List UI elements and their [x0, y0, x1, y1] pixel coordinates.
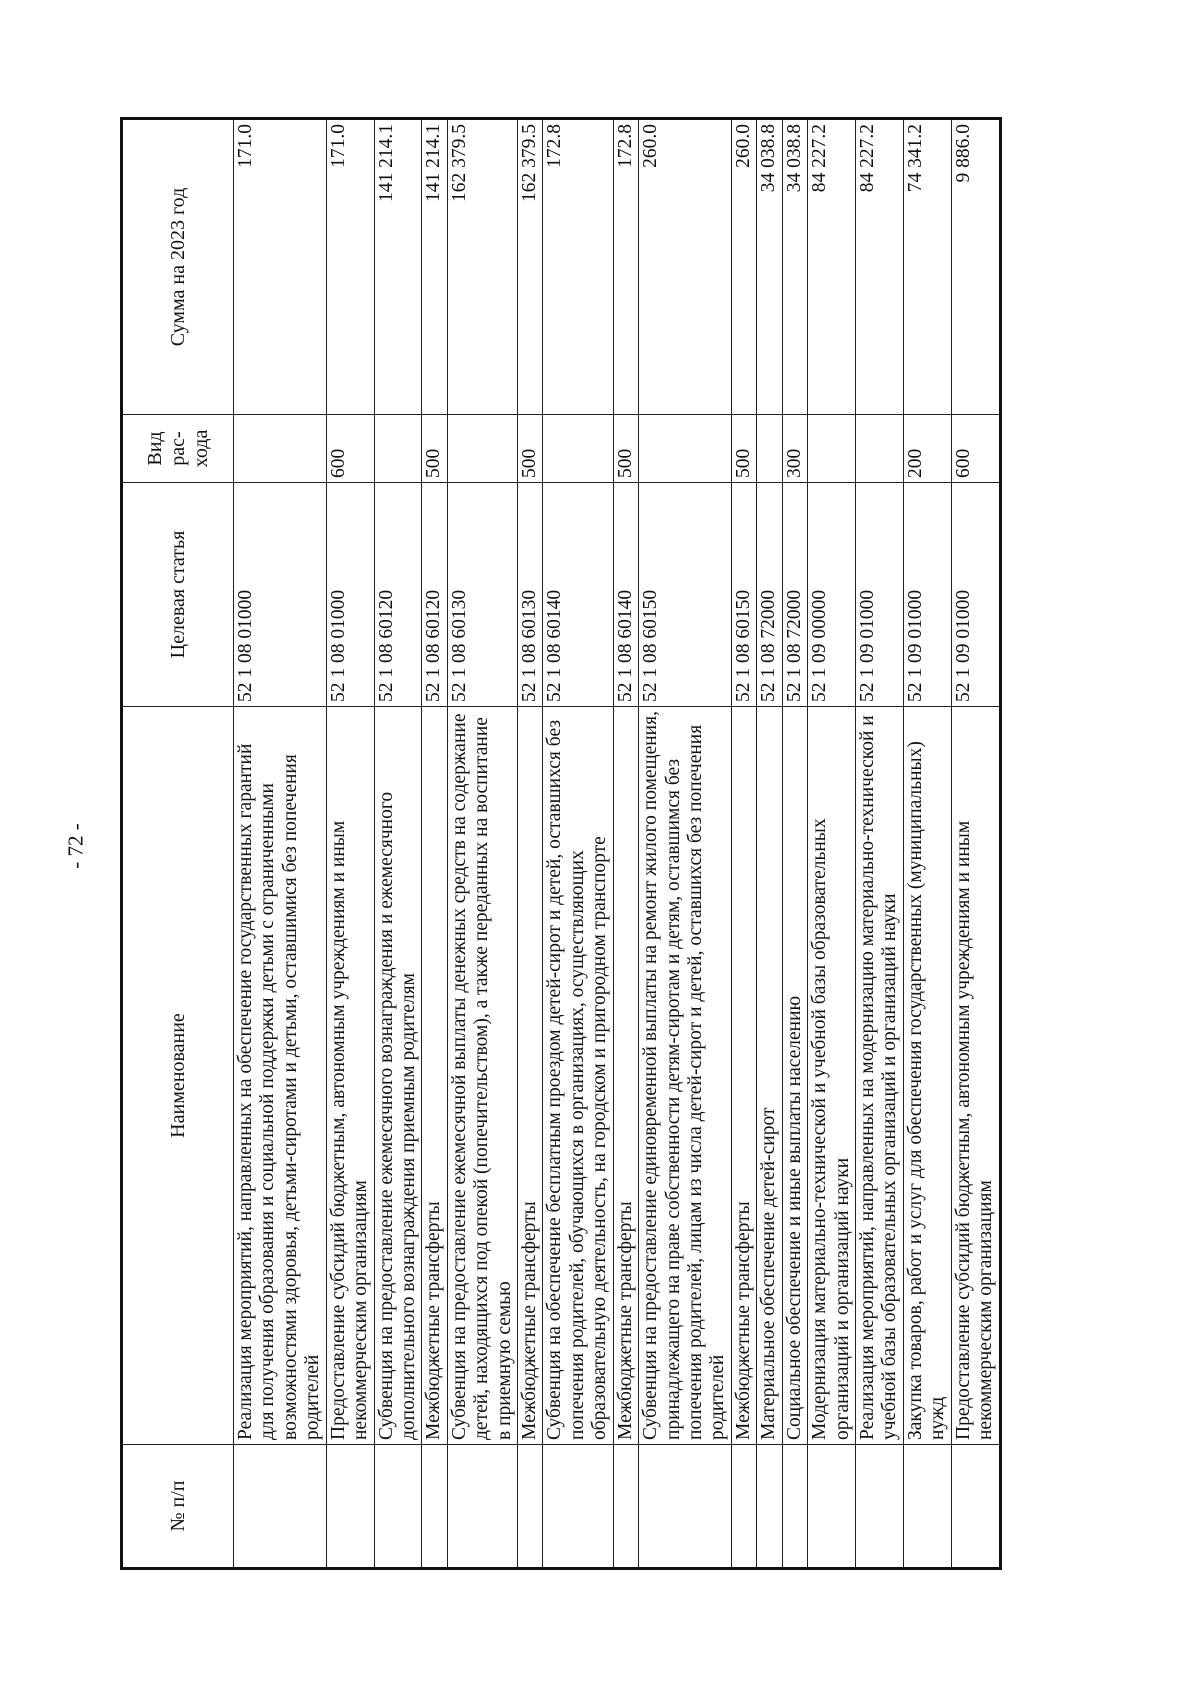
cell-type: 200 [903, 415, 951, 483]
cell-code: 52 1 09 00000 [808, 483, 856, 707]
cell-name: Реализация мероприятий, направленных на обеспечение государственных гарантий для получения образования и социальной поддержки детьми с ограниченными возможностями здоровья, детьми-сиротами и детьми, оставшимися без попечения родителей [234, 707, 327, 1445]
cell-sum: 84 227.2 [855, 119, 903, 415]
cell-type [855, 415, 903, 483]
cell-sum: 162 379.5 [447, 119, 517, 415]
cell-name: Социальное обеспечение и иные выплаты населению [782, 707, 807, 1445]
cell-num [543, 1445, 613, 1569]
cell-sum: 34 038.8 [782, 119, 807, 415]
table-row [782, 119, 807, 1569]
cell-code: 52 1 08 01000 [326, 483, 374, 707]
cell-name: Межбюджетные трансферты [518, 707, 543, 1445]
cell-code: 52 1 08 60120 [374, 483, 422, 707]
cell-name: Реализация мероприятий, направленных на модернизацию материально-технической и учебной базы образовательных организаций и организаций науки [855, 707, 903, 1445]
cell-sum: 260.0 [639, 119, 732, 415]
cell-num [374, 1445, 422, 1569]
header-sum: Сумма на 2023 год [122, 119, 234, 415]
budget-table [120, 117, 1002, 1570]
table-row [808, 119, 856, 1569]
table-row [518, 119, 543, 1569]
cell-type: 600 [951, 415, 1000, 483]
table-row [447, 119, 517, 1569]
cell-type [543, 415, 613, 483]
table-row [613, 119, 638, 1569]
cell-name: Субвенция на обеспечение бесплатным проездом детей-сирот и детей, оставшихся без попечения родителей, обучающихся в организациях, осуществляющих образовательную деятельность, на городском и пригородном транспорте [543, 707, 613, 1445]
cell-type: 600 [326, 415, 374, 483]
table-row [234, 119, 327, 1569]
cell-num [422, 1445, 447, 1569]
cell-code: 52 1 08 01000 [234, 483, 327, 707]
cell-type: 500 [518, 415, 543, 483]
cell-num [903, 1445, 951, 1569]
cell-type: 500 [422, 415, 447, 483]
table-row [374, 119, 422, 1569]
cell-num [808, 1445, 856, 1569]
cell-name: Субвенция на предоставление единовременной выплаты на ремонт жилого помещения, принадлежащего на праве собственности детям-сиротам и детям, оставшимся без попечения родителей, лицам из числа детей-сирот и детей, оставшихся без попечения родителей [639, 707, 732, 1445]
cell-sum: 74 341.2 [903, 119, 951, 415]
header-name: Наименование [122, 707, 234, 1445]
cell-sum: 260.0 [731, 119, 756, 415]
cell-sum: 162 379.5 [518, 119, 543, 415]
cell-sum: 34 038.8 [757, 119, 782, 415]
table-row [639, 119, 732, 1569]
cell-name: Материальное обеспечение детей-сирот [757, 707, 782, 1445]
cell-num [855, 1445, 903, 1569]
cell-num [951, 1445, 1000, 1569]
cell-num [234, 1445, 327, 1569]
cell-sum: 84 227.2 [808, 119, 856, 415]
table-row [543, 119, 613, 1569]
cell-num [731, 1445, 756, 1569]
cell-sum: 141 214.1 [374, 119, 422, 415]
cell-code: 52 1 08 60140 [613, 483, 638, 707]
cell-sum: 9 886.0 [951, 119, 1000, 415]
header-num: № п/п [122, 1445, 234, 1569]
cell-type [639, 415, 732, 483]
cell-sum: 172.8 [613, 119, 638, 415]
table-header-row [122, 119, 234, 1569]
cell-type [234, 415, 327, 483]
table-row [903, 119, 951, 1569]
cell-code: 52 1 08 60140 [543, 483, 613, 707]
table-row [326, 119, 374, 1569]
cell-num [613, 1445, 638, 1569]
cell-name: Субвенция на предоставление ежемесячной выплаты денежных средств на содержание детей, находящихся под опекой (попечительством), а также переданных на воспитание в приемную семью [447, 707, 517, 1445]
cell-num [447, 1445, 517, 1569]
cell-code: 52 1 09 01000 [903, 483, 951, 707]
cell-sum: 172.8 [543, 119, 613, 415]
cell-name: Субвенция на предоставление ежемесячного вознаграждения и ежемесячного дополнительного вознаграждения приемным родителям [374, 707, 422, 1445]
page-number: - 72 - [63, 823, 88, 869]
cell-name: Предоставление субсидий бюджетным, автономным учреждениям и иным некоммерческим организациям [951, 707, 1000, 1445]
header-code: Целевая статья [122, 483, 234, 707]
cell-name: Межбюджетные трансферты [422, 707, 447, 1445]
cell-sum: 171.0 [234, 119, 327, 415]
cell-type [447, 415, 517, 483]
cell-num [782, 1445, 807, 1569]
rotated-table-wrapper [120, 120, 1120, 1570]
cell-code: 52 1 08 60150 [639, 483, 732, 707]
cell-num [326, 1445, 374, 1569]
cell-num [757, 1445, 782, 1569]
table-row [422, 119, 447, 1569]
cell-type [757, 415, 782, 483]
cell-code: 52 1 09 01000 [855, 483, 903, 707]
cell-code: 52 1 09 01000 [951, 483, 1000, 707]
cell-code: 52 1 08 72000 [782, 483, 807, 707]
cell-code: 52 1 08 72000 [757, 483, 782, 707]
cell-name: Модернизация материально-технической и учебной базы образовательных организаций и организаций науки [808, 707, 856, 1445]
header-type: Вид рас-хода [122, 415, 234, 483]
cell-name: Межбюджетные трансферты [731, 707, 756, 1445]
cell-code: 52 1 08 60130 [447, 483, 517, 707]
cell-code: 52 1 08 60120 [422, 483, 447, 707]
cell-type: 300 [782, 415, 807, 483]
cell-code: 52 1 08 60130 [518, 483, 543, 707]
cell-num [639, 1445, 732, 1569]
cell-name: Предоставление субсидий бюджетным, автономным учреждениям и иным некоммерческим организациям [326, 707, 374, 1445]
cell-num [518, 1445, 543, 1569]
cell-type: 500 [613, 415, 638, 483]
cell-name: Закупка товаров, работ и услуг для обеспечения государственных (муниципальных) нужд [903, 707, 951, 1445]
table-row [855, 119, 903, 1569]
cell-name: Межбюджетные трансферты [613, 707, 638, 1445]
cell-type: 500 [731, 415, 756, 483]
cell-sum: 141 214.1 [422, 119, 447, 415]
table-row [757, 119, 782, 1569]
cell-sum: 171.0 [326, 119, 374, 415]
cell-code: 52 1 08 60150 [731, 483, 756, 707]
table-row [731, 119, 756, 1569]
table-row [951, 119, 1000, 1569]
cell-type [808, 415, 856, 483]
cell-type [374, 415, 422, 483]
